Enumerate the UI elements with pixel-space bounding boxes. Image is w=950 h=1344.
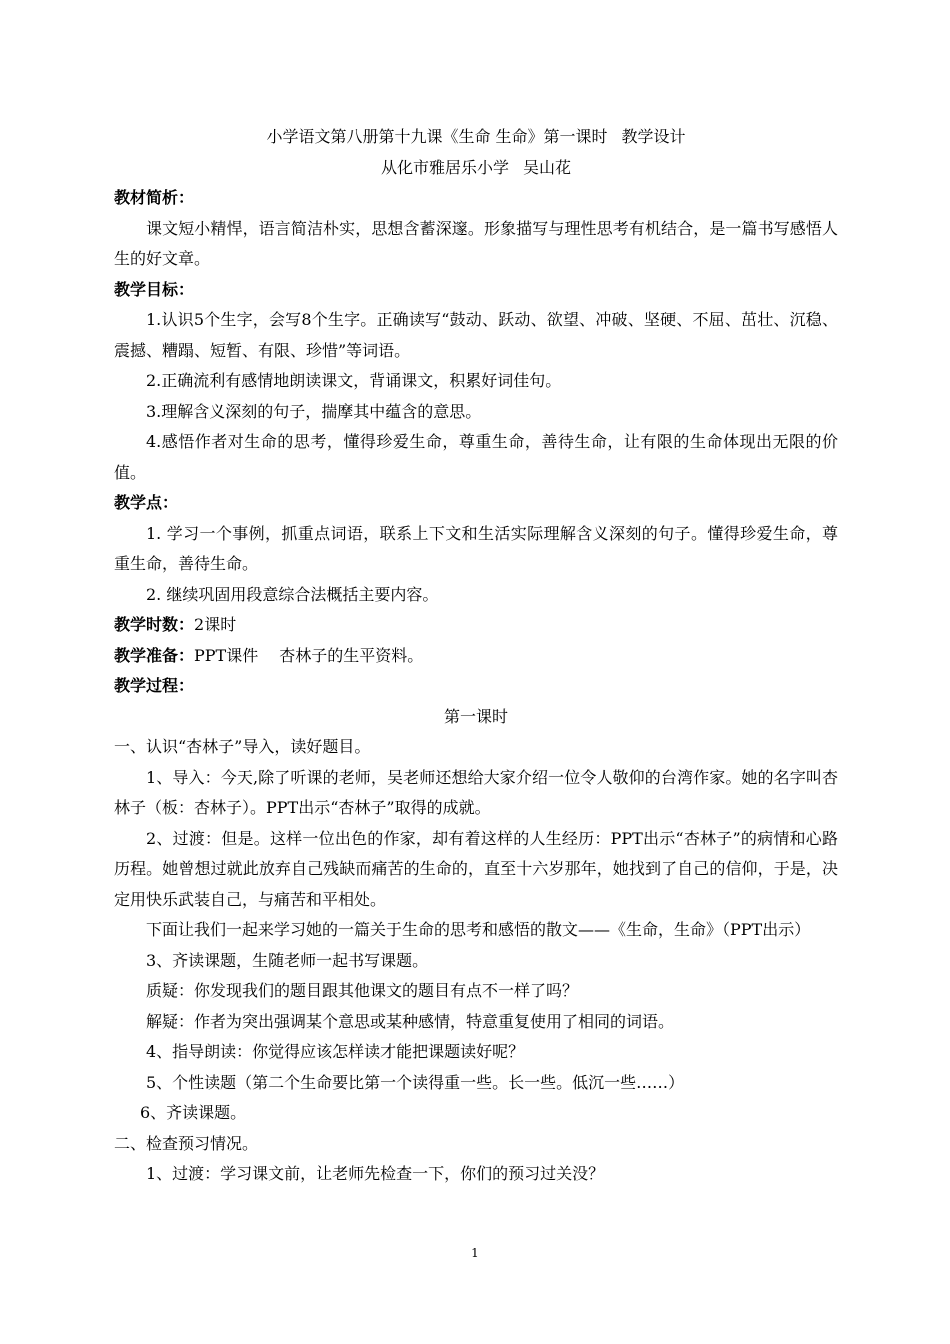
analysis-text: 课文短小精悍，语言简洁朴实，思想含蓄深邃。形象描写与理性思考有机结合，是一篇书写感悟人生的好文章。: [114, 218, 838, 268]
page-number: 1: [471, 1246, 479, 1260]
goals-heading: 教学目标：: [114, 279, 195, 299]
hours-value: 2课时: [194, 615, 237, 634]
title-main: 小学语文第八册第十九课《生命 生命》第一课时: [266, 127, 608, 146]
process-paragraph: 2、过渡：但是。这样一位出色的作家，却有着这样的人生经历：PPT出示“杏林子”的病情和心路历程。她曾想过就此放弃自己残缺而痛苦的生命的，直至十六岁那年，她找到了自己的信仰，于是，决定用快乐武装自己，与痛苦和平相处。: [114, 828, 838, 909]
analysis-heading: 教材简析：: [114, 188, 195, 207]
process-heading: 教学过程：: [114, 676, 195, 695]
goal-item: 3.理解含义深刻的句子，揣摩其中蕴含的意思。: [146, 401, 482, 421]
document-title: [114, 122, 838, 153]
hours-heading: 教学时数：: [114, 615, 195, 634]
goal-item: 1.认识5个生字，会写8个生字。正确读写“鼓动、跃动、欲望、冲破、坚硬、不屈、茁壮、沉稳、震撼、糟蹋、短暂、有限、珍惜”等词语。: [114, 310, 838, 360]
process-part-2: 二、检查预习情况。: [114, 1133, 259, 1153]
process-part-1: 一、认识“杏林子”导入，读好题目。: [114, 737, 371, 756]
teaching-prep: [114, 641, 838, 672]
prep-heading: 教学准备：: [114, 645, 195, 665]
process-paragraph: 5、个性读题（第二个生命要比第一个读得重一些。长一些。低沉一些……）: [146, 1072, 685, 1092]
key-point-item: 1. 学习一个事例，抓重点词语，联系上下文和生活实际理解含义深刻的句子。懂得珍爱生命，尊重生命，善待生命。: [114, 523, 838, 573]
teaching-hours: [114, 610, 838, 641]
process-paragraph: 6、齐读课题。: [140, 1103, 247, 1122]
process-paragraph: 1、导入：今天,除了听课的老师，吴老师还想给大家介绍一位令人敬仰的台湾作家。她的名字叫杏林子（板：杏林子）。PPT出示“杏林子”取得的成就。: [114, 767, 838, 817]
process-paragraph: 下面让我们一起来学习她的一篇关于生命的思考和感悟的散文——《生命，生命》（PPT出示）: [146, 920, 811, 939]
author-name: 吴山花: [523, 157, 572, 177]
prep-value: PPT课件 杏林子的生平资料。: [194, 645, 424, 665]
title-suffix: 教学设计: [621, 127, 686, 146]
goal-item: 4.感悟作者对生命的思考，懂得珍爱生命，尊重生命，善待生命，让有限的生命体现出无限的价值。: [114, 432, 838, 482]
process-paragraph: 4、指导朗读：你觉得应该怎样读才能把课题读好呢？: [146, 1042, 525, 1061]
process-paragraph: 1、过渡：学习课文前，让老师先检查一下，你们的预习过关没？: [146, 1164, 605, 1183]
goal-item: 2.正确流利有感情地朗读课文，背诵课文，积累好词佳句。: [146, 371, 562, 390]
process-paragraph: 解疑：作者为突出强调某个意思或某种感情，特意重复使用了相同的词语。: [146, 1011, 675, 1031]
document-author: [114, 153, 838, 184]
lesson-title: 第一课时: [443, 706, 508, 726]
key-point-item: 2. 继续巩固用段意综合法概括主要内容。: [146, 584, 439, 604]
process-paragraph: 3、齐读课题，生随老师一起书写课题。: [146, 950, 429, 970]
author-school: 从化市雅居乐小学: [380, 157, 509, 177]
process-paragraph: 质疑：你发现我们的题目跟其他课文的题目有点不一样了吗？: [146, 981, 579, 1000]
key-points-heading: 教学点：: [114, 493, 179, 512]
